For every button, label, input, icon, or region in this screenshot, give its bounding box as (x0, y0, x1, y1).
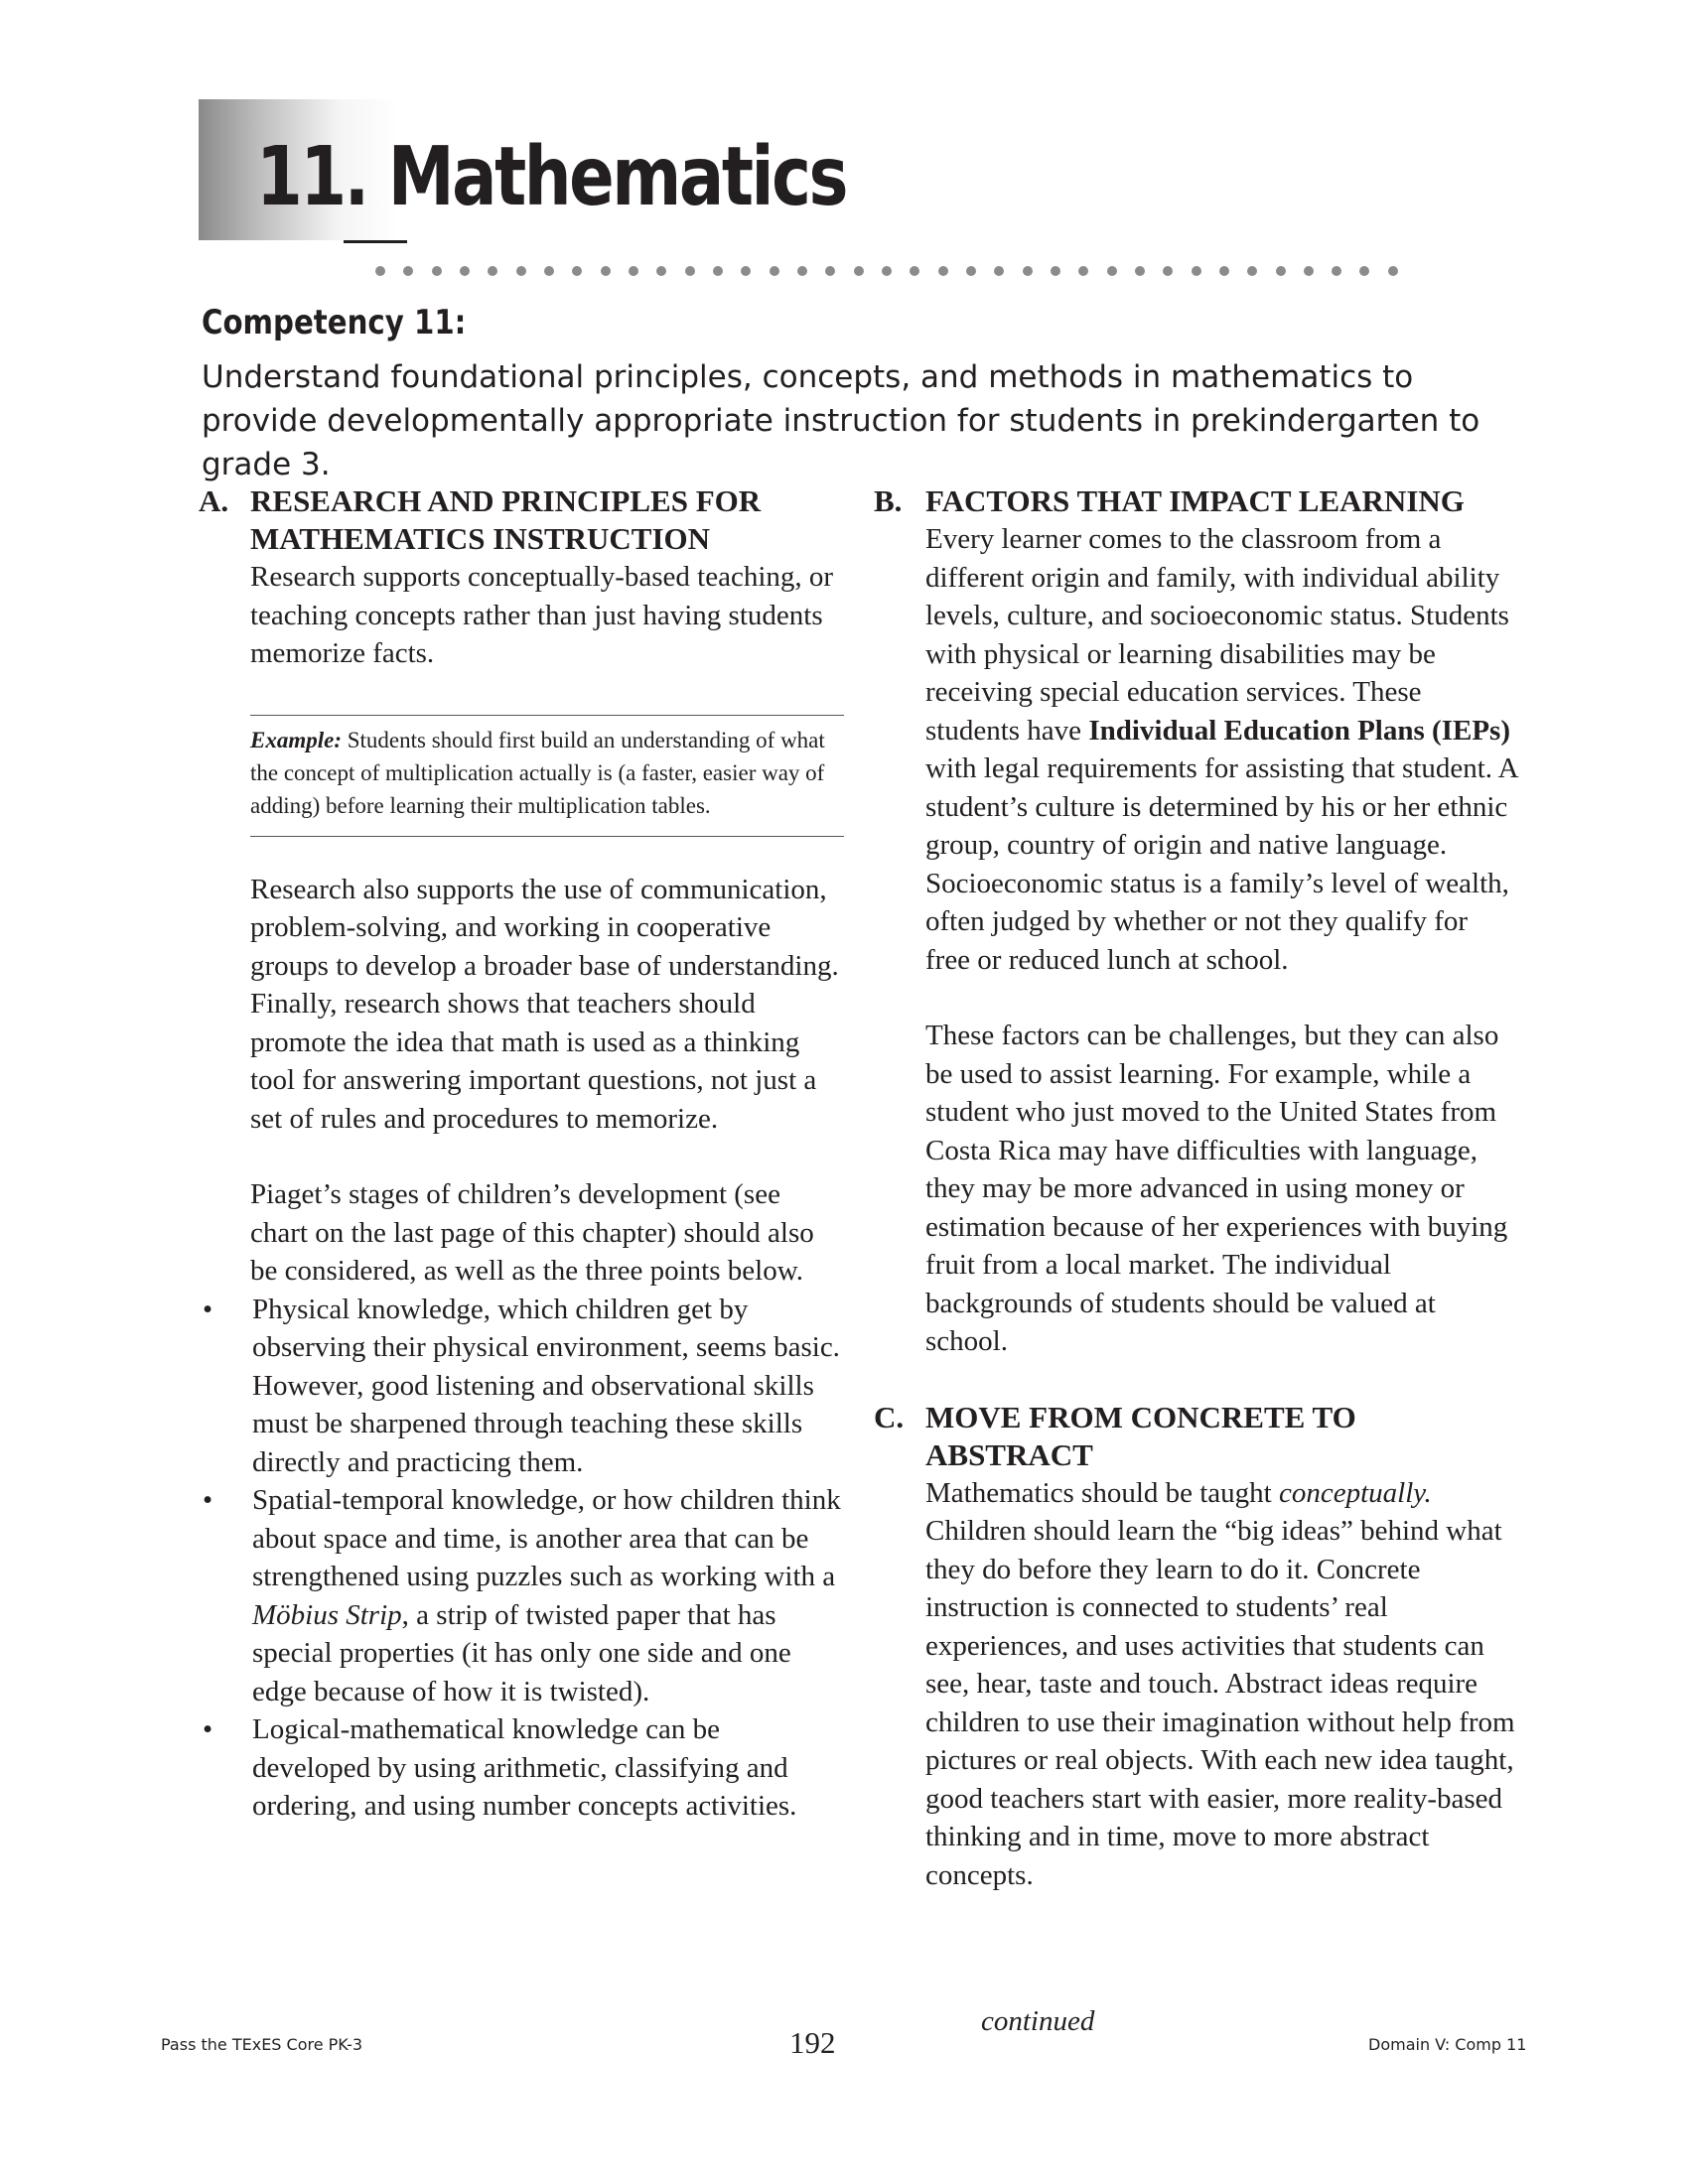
footer-book-title: Pass the TExES Core PK-3 (161, 2035, 363, 2054)
competency-statement: Understand foundational principles, concepts, and methods in mathematics to provide developmentally appropriate instruction for students in prekindergarten to grade 3. (202, 359, 1480, 482)
chapter-title: 11. Mathematics (256, 130, 847, 224)
title-underline (344, 240, 407, 243)
section-c-body (874, 1474, 1519, 1895)
section-c-heading: C. MOVE FROM CONCRETE TO ABSTRACT (874, 1399, 1356, 1472)
section-c-paragraph-1: Mathematics should be taught conceptually. Children should learn the “big ideas” behind what they do before they learn to do it. Concrete instruction is connected to students’ real experiences, and uses activities that students can see, hear, taste and touch. Abstract ideas require children to use their imagination without help from pictures or real objects. With each new idea taught, good teachers start with easier, more reality-based thinking and in time, move to more abstract concepts. (925, 1476, 1515, 1891)
section-b-paragraph-1: Every learner comes to the classroom from a different origin and family, with individual ability levels, culture, and socioeconomic status. Students with physical or learning disabilities may be receiving special education services. These students have Individual Education Plans (IEPs) with legal requirements for assisting that student. A student’s culture is determined by his or her ethnic group, country of origin and native language. Socioeconomic status is a family’s level of wealth, often judged by whether or not they qualify for free or reduced lunch at school. (925, 523, 1518, 976)
section-a-paragraph-3: Piaget’s stages of children’s development (see chart on the last page of this chapter) should also be considered, as well as the three points below. (250, 1178, 814, 1287)
left-column (199, 482, 844, 1826)
section-b-body (874, 520, 1519, 1361)
example-label: Example: (250, 727, 342, 752)
section-a-heading: A. RESEARCH AND PRINCIPLES FOR MATHEMATICS INSTRUCTION (199, 483, 762, 556)
example-box (250, 715, 844, 837)
section-a-paragraph-1: Research supports conceptually-based teaching, or teaching concepts rather than just having students memorize facts. (250, 561, 834, 669)
competency-label: Competency 11: (202, 303, 467, 342)
footer-section-label: Domain V: Comp 11 (1368, 2035, 1527, 2054)
knowledge-list (203, 1291, 844, 1826)
section-b-paragraph-2: These factors can be challenges, but they can also be used to assist learning. For example, while a student who just moved to the United States from Costa Rica may have difficulties with language, they may be more advanced in using money or estimation because of her experiences with buying fruit from a local market. The individual backgrounds of students should be valued at school. (925, 1020, 1508, 1357)
list-item: • Logical-mathematical knowledge can be developed by using arithmetic, classifying and ordering, and using number concepts activities. (203, 1713, 797, 1822)
right-column (874, 482, 1519, 1894)
dotted-divider (375, 266, 1398, 278)
continued-note: continued (981, 2005, 1095, 2037)
section-a-body-continued (199, 871, 844, 1826)
section-a-paragraph-2: Research also supports the use of communication, problem-solving, and working in cooperative groups to develop a broader base of understanding. Finally, research shows that teachers should promote the idea that math is used as a thinking tool for answering important questions, not just a set of rules and procedures to memorize. (250, 873, 839, 1135)
section-b-heading: B. FACTORS THAT IMPACT LEARNING (874, 483, 1465, 518)
section-a-body (199, 558, 844, 673)
list-item: • Spatial-temporal knowledge, or how children think about space and time, is another area that can be strengthened using puzzles such as working with a Möbius Strip, a strip of twisted paper that has special properties (it has only one side and one edge because of how it is twisted). (203, 1484, 841, 1707)
page-number: 192 (789, 2025, 836, 2060)
example-text: Students should first build an understanding of what the concept of multiplication actually is (a faster, easier way of adding) before learning their multiplication tables. (250, 727, 825, 818)
list-item: • Physical knowledge, which children get by observing their physical environment, seems basic. However, good listening and observational skills must be sharpened through teaching these skills directly and practicing them. (203, 1293, 840, 1478)
